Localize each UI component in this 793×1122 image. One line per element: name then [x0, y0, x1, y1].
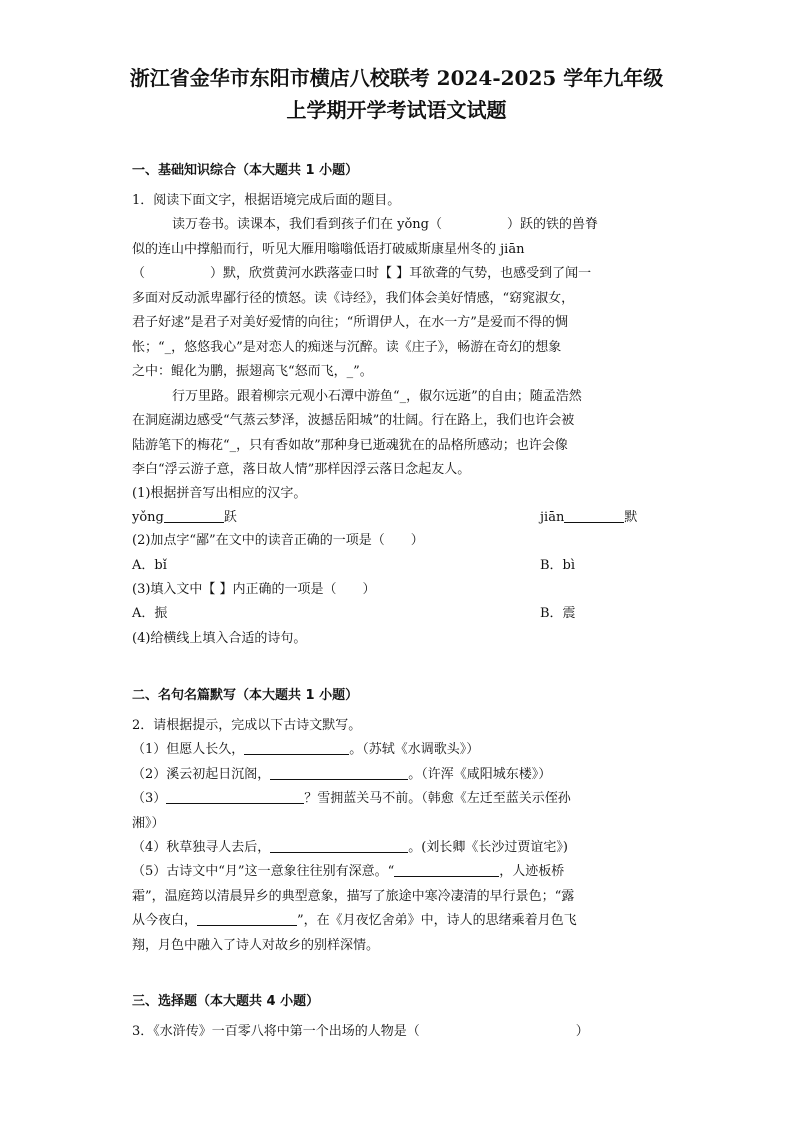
option-a[interactable]: A．振 — [132, 606, 168, 621]
subquestion-4: (4)给横线上填入合适的诗句。 — [132, 631, 307, 646]
dictation-item-5-line2: 霜”，温庭筠以清晨异乡的典型意象，描写了旅途中寒冷凄清的早行景色；“露 — [132, 889, 575, 904]
question-1-stem: 1．阅读下面文字，根据语境完成后面的题目。 — [132, 193, 401, 208]
option-b[interactable]: B．震 — [540, 606, 576, 621]
item-text: （5）古诗文中“月”这一意象往往别有深意。“ — [132, 864, 395, 879]
item-text: （3） — [132, 791, 167, 806]
passage-line: 似的连山中撑船而行，听见大雁用嗡嗡低语打破威斯康星州冬的 jiān — [132, 242, 525, 257]
exam-title-line2: 上学期开学考试语文试题 — [286, 98, 507, 122]
passage-line: 在洞庭湖边感受“气蒸云梦泽，波撼岳阳城”的壮阔。行在路上，我们也许会被 — [132, 413, 575, 428]
item-text: 。(刘长卿《长沙过贾谊宅》) — [408, 840, 568, 855]
answer-blank[interactable] — [564, 508, 624, 523]
pinyin-yong: yǒng — [132, 510, 164, 525]
item-text: ？雪拥蓝关马不前。（韩愈《左迁至蓝关示侄孙 — [304, 791, 571, 806]
dictation-item-1 — [132, 740, 672, 760]
pinyin-yong-suffix: 跃 — [223, 510, 237, 525]
dictation-item-4 — [132, 838, 672, 858]
question-2-stem: 2．请根据提示，完成以下古诗文默写。 — [132, 718, 362, 733]
section-heading-3: 三、选择题（本大题共 4 小题） — [132, 994, 320, 1009]
passage-line: 君子好逑”是君子对美好爱情的向往；“所谓伊人，在水一方”是爱而不得的惆 — [132, 315, 568, 330]
answer-blank[interactable] — [244, 740, 349, 755]
dictation-item-3-cont: 湘》） — [132, 816, 165, 831]
section-heading-2: 二、名句名篇默写（本大题共 1 小题） — [132, 688, 359, 703]
item-text: ，人迹板桥 — [499, 864, 565, 879]
answer-blank[interactable] — [270, 765, 408, 780]
dictation-item-5-line3 — [132, 911, 672, 931]
passage-line: 行万里路。跟着柳宗元观小石潭中游鱼“_，俶尔远逝”的自由；随孟浩然 — [172, 389, 582, 404]
item-text: （1）但愿人长久， — [132, 742, 245, 757]
option-row — [132, 604, 672, 624]
dictation-item-3 — [132, 789, 672, 809]
item-text: ”，在《月夜忆舍弟》中，诗人的思绪乘着月色飞 — [297, 913, 577, 928]
option-row — [132, 556, 672, 576]
passage-line: 陆游笔下的梅花“_，只有香如故”那种身已逝魂犹在的品格所感动；也许会像 — [132, 438, 568, 453]
dictation-item-2 — [132, 765, 672, 785]
passage-line: 之中：鲲化为鹏，振翅高飞“怒而飞，_”。 — [132, 364, 373, 379]
exam-title-line1: 浙江省金华市东阳市横店八校联考 2024-2025 学年九年级 — [129, 66, 664, 90]
option-b[interactable]: B．bì — [540, 558, 576, 573]
section-heading-1: 一、基础知识综合（本大题共 1 小题） — [132, 163, 359, 178]
answer-blank[interactable] — [164, 508, 224, 523]
item-text: （2）溪云初起日沉阁， — [132, 767, 271, 782]
subquestion-2: (2)加点字“鄙”在文中的读音正确的一项是（ ） — [132, 533, 424, 548]
answer-blank[interactable] — [270, 838, 408, 853]
passage-line: 李白“浮云游子意，落日故人情”那样因浮云落日念起友人。 — [132, 462, 471, 477]
subquestion-3: (3)填入文中【 】内正确的一项是（ ） — [132, 582, 376, 597]
dictation-item-5 — [132, 862, 672, 882]
item-text: 。（苏轼《水调歌头》） — [349, 742, 480, 757]
item-text: 。（许浑《咸阳城东楼》） — [408, 767, 552, 782]
pinyin-jian-suffix: 默 — [624, 510, 638, 525]
pinyin-jian: jiān — [540, 510, 565, 525]
dictation-item-5-line4: 翔，月色中融入了诗人对故乡的别样深情。 — [132, 938, 380, 953]
answer-blank[interactable] — [166, 789, 304, 804]
pinyin-jian-group — [540, 508, 637, 528]
subquestion-1: (1)根据拼音写出相应的汉字。 — [132, 486, 307, 501]
answer-blank[interactable] — [197, 911, 297, 926]
passage-line: 多面对反动派卑鄙行径的愤怒。读《诗经》，我们体会美好情感，“窈窕淑女， — [132, 291, 575, 306]
passage-line: （ ）默，欣赏黄河水跌落壶口时【 】耳欲聋的气势，也感受到了闻一 — [132, 266, 592, 281]
option-a[interactable]: A．bǐ — [132, 558, 167, 573]
item-text: （4）秋草独寻人去后， — [132, 840, 271, 855]
item-text: 从今夜白， — [132, 913, 198, 928]
passage-line: 读万卷书。读课本，我们看到孩子们在 yǒng（ ）跃的铁的兽脊 — [172, 217, 598, 232]
answer-blank[interactable] — [394, 862, 499, 877]
pinyin-answer-row — [132, 508, 672, 528]
passage-line: 怅；“_，悠悠我心”是对恋人的痴迷与沉醉。读《庄子》，畅游在奇幻的想象 — [132, 340, 562, 355]
question-3-stem: 3．《水浒传》一百零八将中第一个出场的人物是（ ） — [132, 1024, 589, 1039]
